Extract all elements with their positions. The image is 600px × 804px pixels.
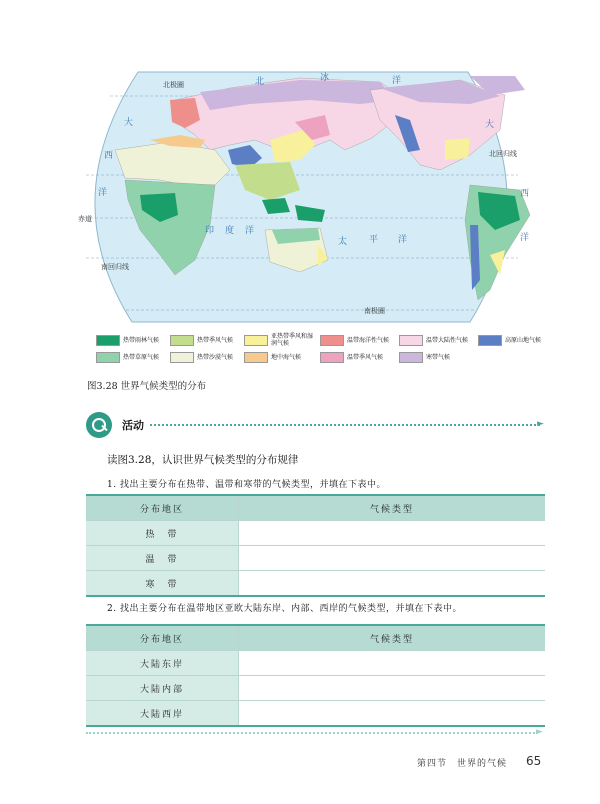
table-header: 气候类型 (239, 625, 546, 651)
legend-label: 寒带气候 (426, 353, 451, 361)
row-label: 大陆西岸 (86, 701, 239, 727)
tropic-capricorn-label: 南回归线 (101, 263, 129, 271)
ocean-char: 大 (124, 118, 134, 128)
legend-swatch (244, 352, 268, 363)
answer-cell[interactable] (239, 571, 546, 597)
answer-cell[interactable] (239, 651, 546, 676)
table-2 (86, 624, 545, 727)
legend-swatch (320, 335, 344, 346)
legend-swatch (96, 335, 120, 346)
running-footer: 第四节 世界的气候 (417, 759, 508, 769)
legend-swatch (170, 352, 194, 363)
table-header-row (86, 625, 545, 651)
ocean-char: 太 (338, 237, 348, 247)
legend-item (320, 350, 403, 364)
legend-item (170, 350, 253, 364)
legend-item (399, 350, 482, 364)
antarctic-circle-label: 南极圈 (364, 307, 385, 315)
legend-swatch (244, 335, 268, 346)
legend-item (478, 333, 555, 347)
legend-label: 温带季风气候 (347, 353, 384, 361)
table-1 (86, 494, 545, 597)
question-1: 1. 找出主要分布在热带、温带和寒带的气候类型，并填在下表中。 (107, 480, 386, 490)
legend-label: 热带雨林气候 (123, 336, 160, 344)
ocean-char: 冰 (320, 73, 330, 83)
ocean-char: 洋 (245, 226, 255, 236)
page-number: 65 (526, 754, 542, 768)
table-row (86, 701, 545, 727)
activity-title: 活动 (122, 419, 144, 432)
legend-label: 热带沙漠气候 (197, 353, 234, 361)
ocean-char: 洋 (398, 235, 408, 245)
question-2: 2. 找出主要分布在温带地区亚欧大陆东岸、内部、西岸的气候类型，并填在下表中。 (107, 604, 462, 614)
world-climate-map (0, 0, 600, 330)
answer-cell[interactable] (239, 546, 546, 571)
legend-label: 地中海气候 (271, 353, 302, 361)
legend-label: 亚热带季风和湿润气候 (271, 333, 314, 347)
table-row (86, 676, 545, 701)
ocean-char: 平 (369, 235, 379, 245)
ocean-char: 洋 (520, 233, 530, 243)
row-label: 大陆内部 (86, 676, 239, 701)
arctic-circle-label: 北极圈 (163, 81, 184, 89)
legend-swatch (170, 335, 194, 346)
answer-cell[interactable] (239, 701, 546, 727)
table-row (86, 521, 545, 546)
answer-cell[interactable] (239, 521, 546, 546)
row-label: 大陆东岸 (86, 651, 239, 676)
equator-label: 赤道 (78, 215, 92, 223)
legend-item (320, 333, 403, 347)
divider (150, 424, 540, 426)
row-label: 温 带 (86, 546, 239, 571)
answer-cell[interactable] (239, 676, 546, 701)
tropic-cancer-label: 北回归线 (489, 150, 517, 158)
legend-label: 温带大陆性气候 (426, 336, 469, 344)
legend-swatch (399, 335, 423, 346)
legend-item (244, 333, 315, 347)
arrow-right-icon: ► (536, 727, 543, 737)
ocean-char: 大 (485, 120, 495, 130)
table-header-row (86, 495, 545, 521)
divider (86, 732, 538, 734)
legend-item (399, 333, 482, 347)
table-header: 分布地区 (86, 495, 239, 521)
legend-swatch (399, 352, 423, 363)
legend-swatch (478, 335, 502, 346)
legend-label: 热带季风气候 (197, 336, 234, 344)
activity-intro: 读图3.28，认识世界气候类型的分布规律 (107, 454, 299, 466)
legend-item (170, 333, 253, 347)
activity-header (86, 411, 144, 439)
ocean-char: 洋 (98, 188, 108, 198)
legend-label: 温带海洋性气候 (347, 336, 390, 344)
row-label: 寒 带 (86, 571, 239, 597)
ocean-char: 印 (205, 226, 215, 236)
ocean-char: 西 (104, 151, 114, 161)
table-header: 气候类型 (239, 495, 546, 521)
legend-label: 高原山地气候 (505, 336, 542, 344)
ocean-char: 北 (255, 77, 265, 87)
legend-label: 热带草原气候 (123, 353, 160, 361)
ocean-char: 西 (520, 189, 530, 199)
legend-swatch (320, 352, 344, 363)
table-row (86, 546, 545, 571)
table-row (86, 651, 545, 676)
legend-item (96, 350, 179, 364)
table-row (86, 571, 545, 597)
legend-swatch (96, 352, 120, 363)
ocean-char: 洋 (392, 76, 402, 86)
legend-item (244, 350, 327, 364)
row-label: 热 带 (86, 521, 239, 546)
figure-caption: 图3.28 世界气候类型的分布 (87, 381, 207, 392)
ocean-char: 度 (225, 226, 235, 236)
arrow-right-icon: ► (537, 419, 544, 429)
magnifier-icon (86, 412, 112, 438)
legend-item (96, 333, 179, 347)
table-header: 分布地区 (86, 625, 239, 651)
